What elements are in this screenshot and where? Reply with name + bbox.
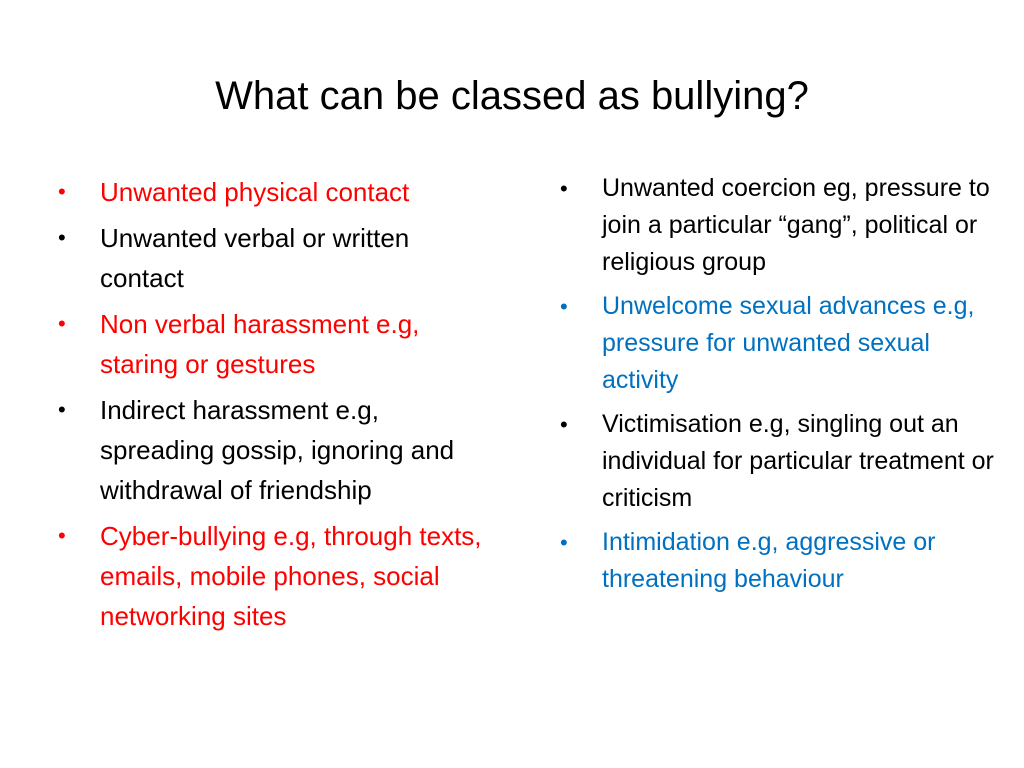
left-bullet-list (58, 172, 498, 642)
list-item-text: Unwelcome sexual advances e.g, pressure for unwanted sexual activity (602, 292, 975, 394)
bullet-icon: • (58, 397, 66, 422)
list-item-text: Victimisation e.g, singling out an individual for particular treatment or criticism (602, 410, 994, 512)
bullet-icon: • (560, 412, 568, 437)
bullet-icon: • (58, 311, 66, 336)
list-item-text: Unwanted physical contact (100, 177, 410, 207)
slide-title: What can be classed as bullying? (215, 74, 809, 118)
bullet-icon: • (560, 294, 568, 319)
bullet-icon: • (560, 176, 568, 201)
list-item (58, 172, 498, 212)
list-item-text: Non verbal harassment e.g, staring or gestures (100, 309, 420, 379)
bullet-icon: • (58, 523, 66, 548)
bullet-icon: • (58, 225, 66, 250)
list-item-text: Unwanted coercion eg, pressure to join a particular “gang”, political or religious group (602, 174, 990, 276)
list-item-text: Cyber-bullying e.g, through texts, emails, mobile phones, social networking sites (100, 521, 482, 631)
bullet-icon: • (560, 530, 568, 555)
list-item (58, 304, 498, 384)
list-item (560, 170, 1000, 281)
right-bullet-list (560, 170, 1000, 605)
list-item (560, 406, 1000, 517)
list-item (58, 218, 498, 298)
list-item (58, 390, 498, 510)
list-item-text: Unwanted verbal or written contact (100, 223, 410, 293)
list-item-text: Indirect harassment e.g, spreading gossip, ignoring and withdrawal of friendship (100, 395, 455, 505)
list-item (58, 516, 498, 636)
list-item-text: Intimidation e.g, aggressive or threatening behaviour (602, 528, 936, 593)
list-item (560, 524, 1000, 598)
bullet-icon: • (58, 179, 66, 204)
list-item (560, 288, 1000, 399)
